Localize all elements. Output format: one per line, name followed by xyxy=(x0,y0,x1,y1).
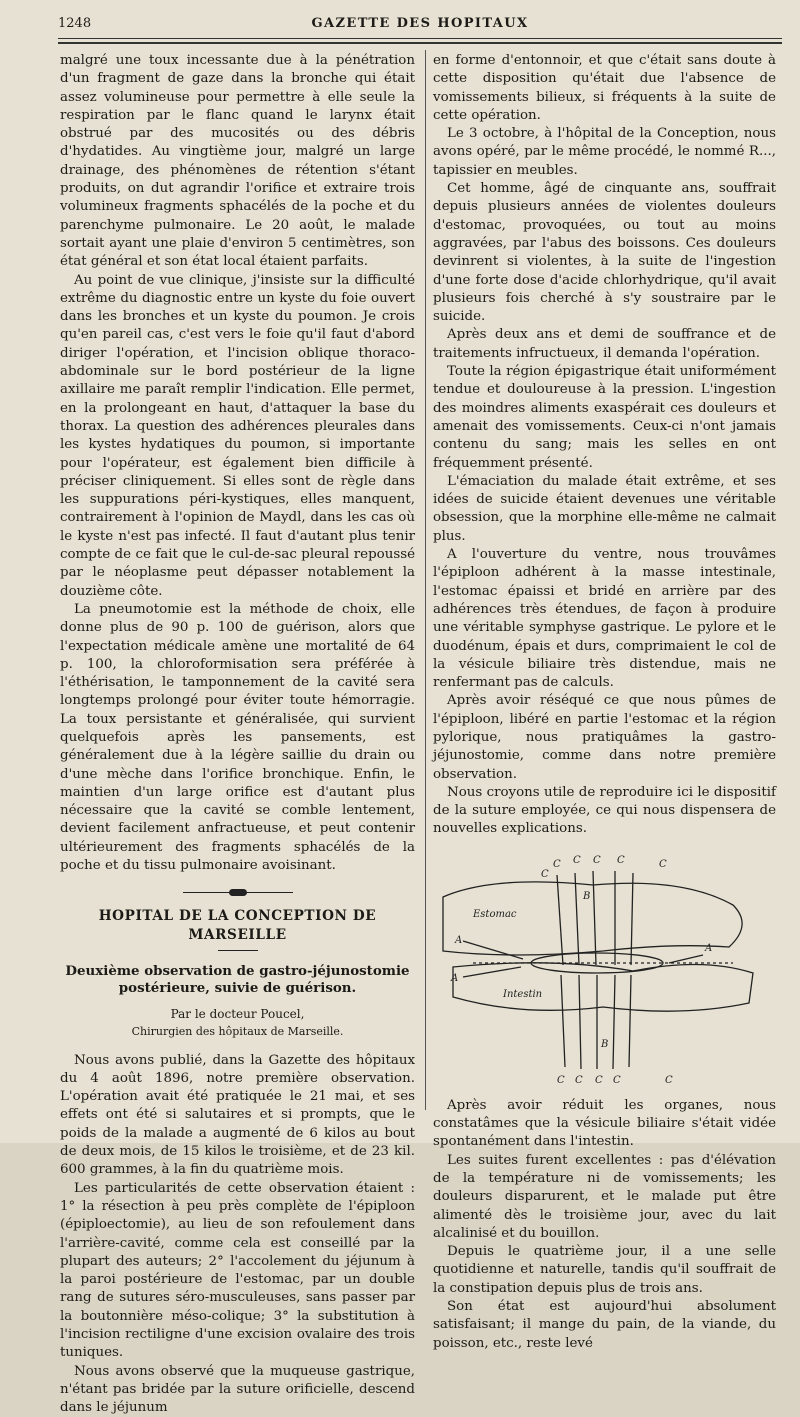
intestine-outline xyxy=(453,963,753,1011)
left-column xyxy=(60,52,415,1417)
paragraph: Toute la région épigastrique était uniformément tendue et douloureuse à la pression. L'ingestion des moindres aliments exaspérait ces douleurs et amenait des vomissements. Ceux-ci n'ont jamais contenu du sang; mais les selles en ont fréquemment présenté. xyxy=(433,364,776,471)
paragraph: Après deux ans et demi de souffrance et de traitements infructueux, il demanda l'opération. xyxy=(433,327,776,361)
paragraph: Nous avons observé que la muqueuse gastrique, n'étant pas bridée par la suture orificielle, descend dans le jéjunum xyxy=(60,1363,415,1416)
paragraph: La pneumotomie est la méthode de choix, elle donne plus de 90 p. 100 de guérison, alors que l'expectation médicale amène une mortalité de 64 p. 100, la chloroformisation sera préférée à l'éthérisation, le tamponnement de la cavité sera longtemps prolongé pour éviter toute hémorragie. La toux persistante et généralisée, qui survient quelquefois après les pansements, est généralement due à la légère saillie du drain ou d'une mèche dans l'orifice bronchique. Enfin, le maintien d'un large orifice est d'autant plus nécessaire que la cavité se comble lentement, devient facilement anfractueuse, et peut contenir ultérieurement des fragments sphacélés de la poche et du tissu pulmonaire avoisinant. xyxy=(60,601,415,874)
column-divider xyxy=(425,50,426,1110)
paragraph: L'émaciation du malade était extrême, et ses idées de suicide étaient devenues une véritable obsession, que la morphine elle-même ne calmait plus. xyxy=(433,473,776,544)
section-ornament xyxy=(183,889,293,897)
label-c: C xyxy=(593,854,601,866)
paragraph: Depuis le quatrième jour, il a une selle quotidienne et naturelle, tandis qu'il souffrait de la constipation depuis plus de trois ans. xyxy=(433,1244,776,1296)
paragraph: Après avoir réduit les organes, nous constatâmes que la vésicule biliaire s'était vidée spontanément dans l'intestin. xyxy=(433,1097,776,1150)
paragraph: Au point de vue clinique, j'insiste sur la difficulté extrême du diagnostic entre un kyste du foie ouvert dans les bronches et un kyste du poumon. Je crois qu'en pareil cas, c'est vers le foie qu'il faut d'abord diriger l'opération, et l'incision oblique thoraco-abdominale sur le bord postérieur de la ligne axillaire me paraît remplir l'indication. Elle permet, en la prolongeant en haut, d'attaquer la base du thorax. La question des adhérences pleurales dans les kystes hydatiques du poumon, si importante pour l'opérateur, est également bien difficile à préciser cliniquement. Si elles sont de règle dans les suppurations péri-kystiques, elles manquent, contrairement à l'opinion de Maydl, dans les cas où le kyste n'est pas infecté. Il faut d'autant plus tenir compte de ce fait que le cul-de-sac pleural repoussé par le néoplasme peut dépasser notablement la douzième côte. xyxy=(60,272,415,599)
label-c: C xyxy=(595,1074,603,1086)
paragraph: Cet homme, âgé de cinquante ans, souffrait depuis plusieurs années de violentes douleurs d'estomac, provoquées, ou tout au moins aggravées, par l'abus des boissons. Ces douleurs devinrent si violentes, à la suite de l'ingestion d'une forte dose d'acide chlorhydrique, qu'il avait plusieurs fois cherché à s'y soustraire par le suicide. xyxy=(433,181,776,325)
intestine-label: Intestin xyxy=(503,988,543,1000)
author-affiliation: Chirurgien des hôpitaux de Marseille. xyxy=(131,1025,344,1039)
paragraph: Les particularités de cette observation étaient : 1° la résection à peu près complète de l'épiploon (épiploectomie), au lieu de son refoulement dans l'arrière-cavité, comme cela est conseillé par la plupart des auteurs; 2° l'accolement du jéjunum à la paroi postérieure de l'estomac, par un double rang de sutures séro-musculeuses, sans passer par la boutonnière méso-colique; 3° la substitution à l'incision rectiligne d'une excision ovalaire des trois tuniques. xyxy=(60,1180,415,1361)
page-number: 1248 xyxy=(58,16,92,31)
label-c: C xyxy=(575,1074,583,1086)
label-a: A xyxy=(705,942,713,954)
paragraph: malgré une toux incessante due à la pénétration d'un fragment de gaze dans la bronche qui était assez volumineuse pour permettre à elle seule la respiration par le flanc quand le larynx était obstrué par des mucosités ou des débris d'hydatides. Au vingtième jour, malgré un large drainage, des phénomènes de rétention s'étant produits, on dut agrandir l'orifice et extraire trois volumineux fragments sphacélés de la poche et du parenchyme pulmonaire. Le 20 août, le malade sortait ayant une plaie d'environ 5 centimètres, son état général et son état local étaient parfaits. xyxy=(60,53,415,270)
paragraph: Après avoir réséqué ce que nous pûmes de l'épiploon, libéré en partie l'estomac et la région pylorique, nous pratiquâmes la gastro-jéjunostomie, comme dans notre première observation. xyxy=(433,693,776,782)
label-c: C xyxy=(553,858,561,870)
label-c: C xyxy=(541,868,549,880)
label-c: C xyxy=(665,1074,673,1086)
suture-diagram xyxy=(433,847,776,1087)
paragraph: Les suites furent excellentes : pas d'élévation de la température ni de vomissements; les douleurs disparurent, et le malade put être alimenté dès le troisième jour, avec du lait alcalinisé et du bouillon. xyxy=(433,1152,776,1241)
label-a: A xyxy=(455,934,463,946)
paragraph: A l'ouverture du ventre, nous trouvâmes l'épiploon adhérent à la masse intestinale, l'estomac épaissi et bridé en arrière par des adhérences très étendues, de façon à produire une véritable symphyse gastrique. Le pylore et le duodénum, épais et durs, comprimaient le col de la vésicule biliaire très distendue, mais ne renfermant pas de calculs. xyxy=(433,547,776,691)
suture-figure xyxy=(433,847,776,1087)
label-b: B xyxy=(583,890,591,902)
label-c: C xyxy=(613,1074,621,1086)
label-a: A xyxy=(451,972,459,984)
paragraph: Son état est aujourd'hui absolument satisfaisant; il mange du pain, de la viande, du poisson, etc., reste levé xyxy=(433,1299,776,1351)
right-column xyxy=(433,52,776,1353)
journal-title: GAZETTE DES HOPITAUX xyxy=(311,16,529,31)
author-byline: Par le docteur Poucel, xyxy=(170,1006,305,1021)
label-c: C xyxy=(659,858,667,870)
header-rule xyxy=(58,38,782,39)
stomach-label: Estomac xyxy=(473,908,517,920)
section-title: HOPITAL DE LA CONCEPTION DE MARSEILLE xyxy=(98,908,377,943)
label-c: C xyxy=(573,854,581,866)
paragraph: Nous avons publié, dans la Gazette des hôpitaux du 4 août 1896, notre première observation. L'opération avait été pratiquée le 21 mai, et ses effets ont été si salutaires et si prompts, que le poids de la malade a augmenté de 6 kilos au bout de deux mois, de 15 kilos le troisième, et de 23 kil. 600 grammes, à la fin du quatrième mois. xyxy=(60,1052,415,1178)
page-header xyxy=(58,14,782,34)
header-rule-thick xyxy=(58,42,782,44)
paragraph: Nous croyons utile de reproduire ici le dispositif de la suture employée, ce qui nous dispensera de nouvelles explications. xyxy=(433,784,776,837)
title-rule xyxy=(218,950,258,951)
observation-title: Deuxième observation de gastro-jéjunostomie postérieure, suivie de guérison. xyxy=(65,962,410,996)
label-b: B xyxy=(601,1038,609,1050)
label-c: C xyxy=(617,854,625,866)
label-c: C xyxy=(557,1074,565,1086)
paragraph: en forme d'entonnoir, et que c'était sans doute à cette disposition qu'était due l'absence de vomissements bilieux, si fréquents à la suite de cette opération. xyxy=(433,53,776,123)
paragraph: Le 3 octobre, à l'hôpital de la Conception, nous avons opéré, par le même procédé, le nommé R..., tapissier en meubles. xyxy=(433,126,776,178)
